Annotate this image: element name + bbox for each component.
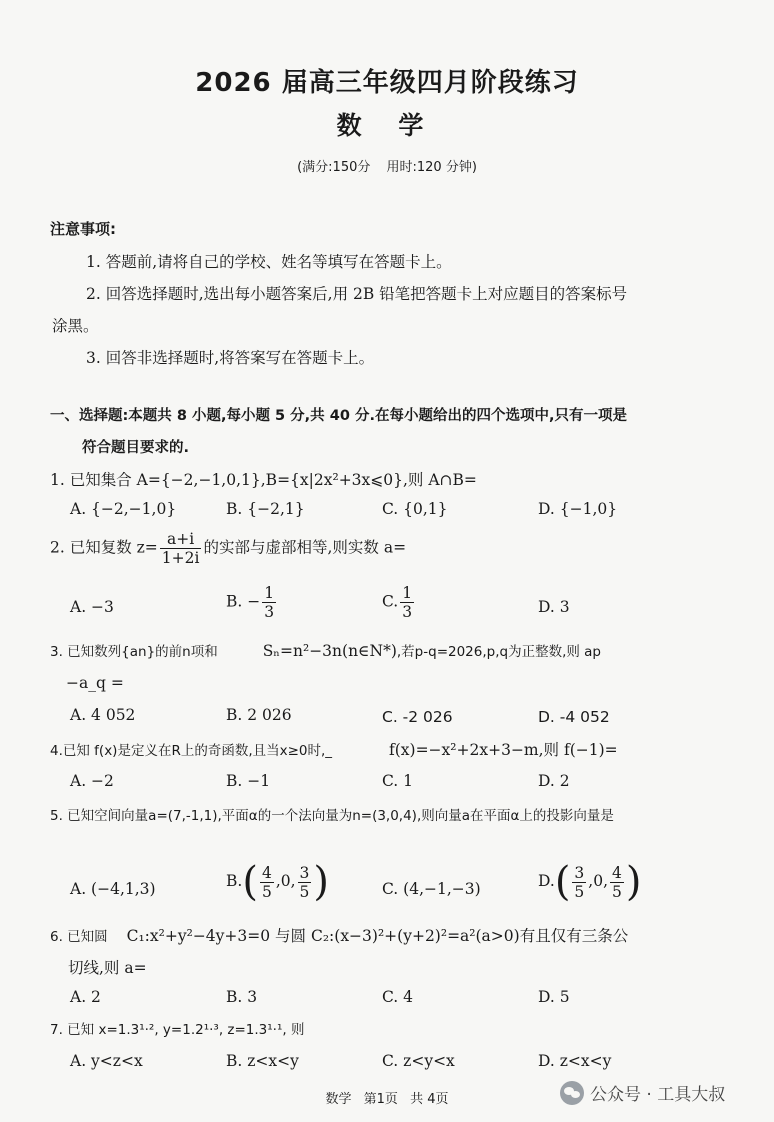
full-score: (满分:150分 [297,160,371,175]
q2-option-c [382,584,416,621]
q2-stem [50,530,406,567]
q7-option-b: B. z<x<y [226,1052,299,1070]
q5-option-b-d1: 5 [261,882,272,901]
q4-option-d: D. 2 [538,772,570,790]
section-heading-a: 一、选择题:本题共 8 小题,每小题 5 分,共 40 分.在每小题给出的四个选项中,只有一项是 [50,408,627,424]
q2-fraction-den: 1+2i [161,549,200,567]
q5-option-d-n2: 4 [612,863,622,882]
q7-stem: 7. 已知 x=1.3¹·², y=1.2¹·³, z=1.3¹·¹, 则 [50,1022,305,1038]
q4-stem [50,738,618,760]
q2-option-d: D. 3 [538,598,570,616]
q5-option-b: B.( $\frac{4}{5}$ ,0, $\frac{3}{5}$ ) [226,859,330,905]
q4-option-a: A. −2 [70,772,114,790]
q6-stem [50,924,628,946]
q6-stem-b: C₁:x²+y²−4y+3=0 与圆 C₂:(x−3)²+(y+2)²=a²(a>0)有且仅有三条公 [126,927,629,945]
q6-stem-c: 切线,则 a= [68,959,147,977]
q3-stem [50,640,601,660]
wechat-icon [560,1081,584,1105]
section-heading-b: 符合题目要求的. [82,440,190,456]
footer-subject: 数学 [325,1092,352,1107]
q5-option-d: D.( $\frac{3}{5}$ ,0, $\frac{4}{5}$ ) [538,859,642,905]
q4-stem-a: 4.已知 f(x)是定义在R上的奇函数,且当x≥0时,_ [50,743,333,759]
exam-subject: 数 学 [336,111,438,140]
q5-option-d-d2: 5 [612,882,622,901]
q3-option-a: A. 4 052 [70,706,136,724]
q6-stem-a: 6. 已知圆 [50,929,108,945]
q5-stem: 5. 已知空间向量a=(7,-1,1),平面α的一个法向量为n=(3,0,4),则向量a在平面α上的投影向量是 [50,808,614,824]
q2-fraction [160,530,202,567]
q3-option-b: B. 2 026 [226,706,292,724]
notice-item-2b: 涂黑。 [52,317,99,335]
q7-option-a: A. y<z<x [70,1052,143,1070]
q3-stem-d: −a_q = [66,674,124,692]
q1-option-d: D. {−1,0} [538,500,618,518]
q2-option-c-num: 1 [402,584,413,602]
q7-option-d: D. z<x<y [538,1052,612,1070]
q2-stem-post: 的实部与虚部相等,则实数 a= [203,538,407,557]
notice-item-1: 1. 答题前,请将自己的学校、姓名等填写在答题卡上。 [86,253,452,271]
q6-option-d: D. 5 [538,988,570,1006]
notice-item-3: 3. 回答非选择题时,将答案写在答题卡上。 [86,349,375,367]
q1-option-c: C. {0,1} [382,500,448,518]
q3-stem-a: 3. 已知数列{an}的前n项和 [50,644,218,660]
q5-option-b-n2: 3 [299,863,310,882]
q2-stem-pre: 2. 已知复数 z= [50,538,158,557]
q5-option-d-mid: ,0, [588,872,609,890]
watermark [560,1080,725,1105]
q2-option-a: A. −3 [70,598,114,616]
q5-option-d-n1: 3 [574,863,585,882]
q5-option-d-pre: D. [538,872,555,890]
q3-option-d: D. -4 052 [538,708,610,726]
q2-option-c-den: 3 [402,603,413,621]
watermark-text: 公众号 · 工具大叔 [590,1085,726,1105]
q2-option-b-pre: B. − [226,592,261,611]
q1-option-a: A. {−2,−1,0} [70,500,177,518]
exam-meta [0,156,774,175]
q7-option-c: C. z<y<x [382,1052,455,1070]
q3-stem-c: ,若p-q=2026,p,q为正整数,则 ap [396,644,602,660]
q6-option-b: B. 3 [226,988,258,1006]
q1-option-b: B. {−2,1} [226,500,305,518]
q6-option-a: A. 2 [70,988,101,1006]
q5-option-b-n1: 4 [261,863,272,882]
q1-stem: 1. 已知集合 A={−2,−1,0,1},B={x|2x²+3x⩽0},则 A∩B= [50,471,477,489]
q4-option-c: C. 1 [382,772,414,790]
q4-option-b: B. −1 [226,772,271,790]
q2-option-b [226,584,278,621]
footer-total: 共 4页 [410,1092,449,1107]
q6-option-c: C. 4 [382,988,414,1006]
notice-item-2a: 2. 回答选择题时,选出每小题答案后,用 2B 铅笔把答题卡上对应题目的答案标号 [86,285,628,303]
q3-stem-b: Sₙ=n²−3n(n∈N*) [262,642,397,660]
q5-option-b-mid: ,0, [275,872,296,890]
q3-option-c: C. -2 026 [382,708,453,726]
time-limit: 用时:120 分钟) [386,160,477,175]
q4-stem-b: f(x)=−x²+2x+3−m,则 f(−1)= [389,741,618,759]
q2-option-b-num: 1 [264,584,275,602]
notice-heading: 注意事项: [50,220,116,238]
q5-option-c: C. (4,−1,−3) [382,880,481,898]
q5-option-b-pre: B. [226,872,243,890]
q5-option-b-d2: 5 [299,882,310,901]
q5-option-d-d1: 5 [574,882,585,901]
q2-option-c-pre: C. [382,592,399,611]
q2-fraction-num: a+i [160,530,202,549]
footer-page: 第1页 [363,1092,398,1107]
q2-option-b-den: 3 [264,603,275,621]
exam-title: 2026 届高三年级四月阶段练习 [195,68,579,98]
q5-option-a: A. (−4,1,3) [70,880,156,898]
